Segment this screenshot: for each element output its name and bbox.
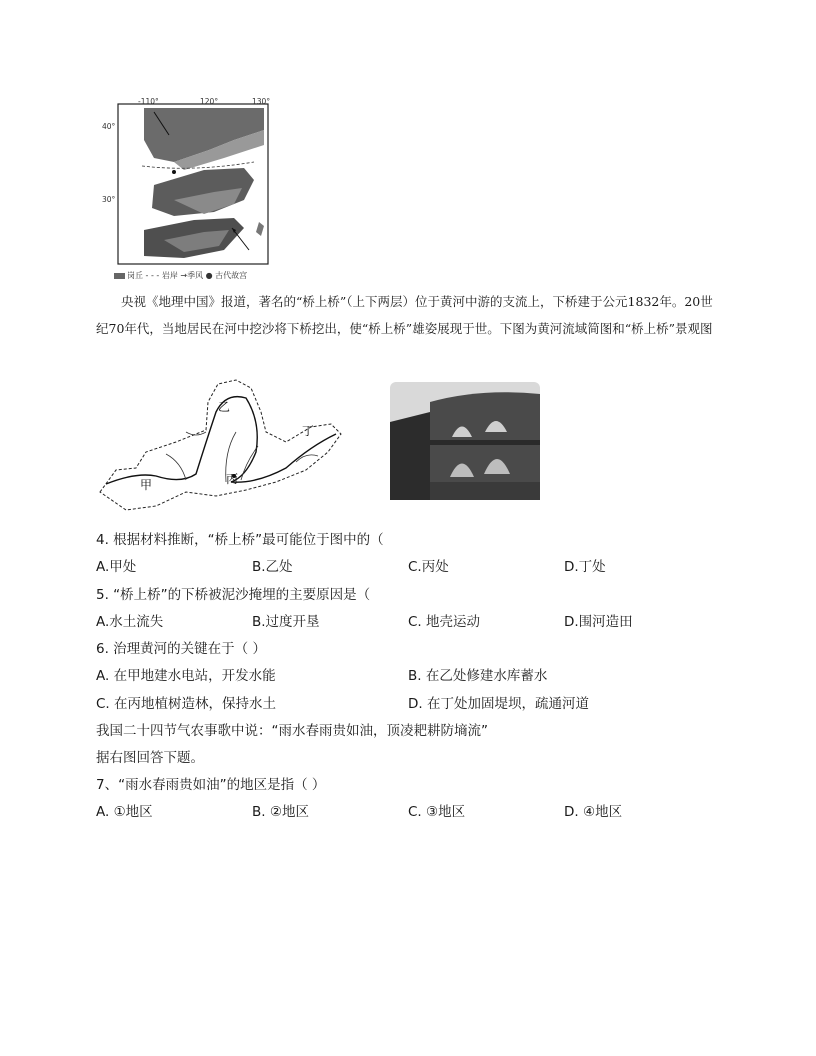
bridge-photo xyxy=(390,382,540,500)
question-4-option-c[interactable]: C.丙处 xyxy=(408,559,449,575)
question-6-stem: 6. 治理黄河的关键在于（ ） xyxy=(96,641,266,657)
question-7-stem: 7、“雨水春雨贵如油”的地区是指（ ） xyxy=(96,777,326,793)
east-asia-map xyxy=(102,97,272,268)
label-ding: 丁 xyxy=(302,424,315,438)
map-legend: 岗丘 - - - 岩岸 →季风 ● 古代故宫 xyxy=(114,270,284,282)
question-6-option-b[interactable]: B. 在乙处修建水库蓄水 xyxy=(408,668,548,684)
intro-paragraph: 央视《地理中国》报道，著名的“桥上桥”（上下两层）位于黄河中游的支流上，下桥建于公元1832年。20世纪70年代，当地居民在河中挖沙将下桥挖出，使“桥上桥”雄姿展现于世。下图为黄河流域简图和“桥上桥”景观图 xyxy=(96,294,713,336)
question-4-option-a[interactable]: A.甲处 xyxy=(96,559,137,575)
question-4-option-b[interactable]: B.乙处 xyxy=(252,559,293,575)
question-7-option-d[interactable]: D. ④地区 xyxy=(564,804,623,820)
label-yi: 乙 xyxy=(218,400,231,414)
tick-top-2: 120° xyxy=(200,97,219,106)
question-7-option-b[interactable]: B. ②地区 xyxy=(252,804,309,820)
label-jia: 甲 xyxy=(140,478,153,492)
question-6-option-a[interactable]: A. 在甲地建水电站，开发水能 xyxy=(96,668,276,684)
question-7-option-c[interactable]: C. ③地区 xyxy=(408,804,466,820)
question-6-option-d[interactable]: D. 在丁处加固堤坝，疏通河道 xyxy=(408,696,589,712)
question-5-option-c[interactable]: C. 地壳运动 xyxy=(408,614,481,630)
tick-top-1: -110° xyxy=(138,97,159,106)
question-4-option-d[interactable]: D.丁处 xyxy=(564,559,606,575)
question-5-option-d[interactable]: D.围河造田 xyxy=(564,614,633,630)
question-7-option-a[interactable]: A. ①地区 xyxy=(96,804,153,820)
instruction-line: 据右图回答下题。 xyxy=(96,750,204,766)
terrain-swatch-icon xyxy=(114,273,125,279)
tick-left-1: 40° xyxy=(102,122,116,131)
label-bing: 丙 xyxy=(226,472,239,486)
question-5-stem: 5. “桥上桥”的下桥被泥沙掩埋的主要原因是（ xyxy=(96,587,371,603)
yellow-river-basin-map xyxy=(96,372,346,522)
question-5-option-b[interactable]: B.过度开垦 xyxy=(252,614,320,630)
question-4-stem: 4. 根据材料推断，“桥上桥”最可能位于图中的（ xyxy=(96,532,384,548)
proverb-line: 我国二十四节气农事歌中说：“雨水春雨贵如油，顶凌耙耕防墒流” xyxy=(96,723,488,739)
tick-top-3: 130° xyxy=(252,97,271,106)
tick-left-2: 30° xyxy=(102,195,116,204)
question-5-option-a[interactable]: A.水土流失 xyxy=(96,614,164,630)
question-6-option-c[interactable]: C. 在丙地植树造林，保持水土 xyxy=(96,696,277,712)
